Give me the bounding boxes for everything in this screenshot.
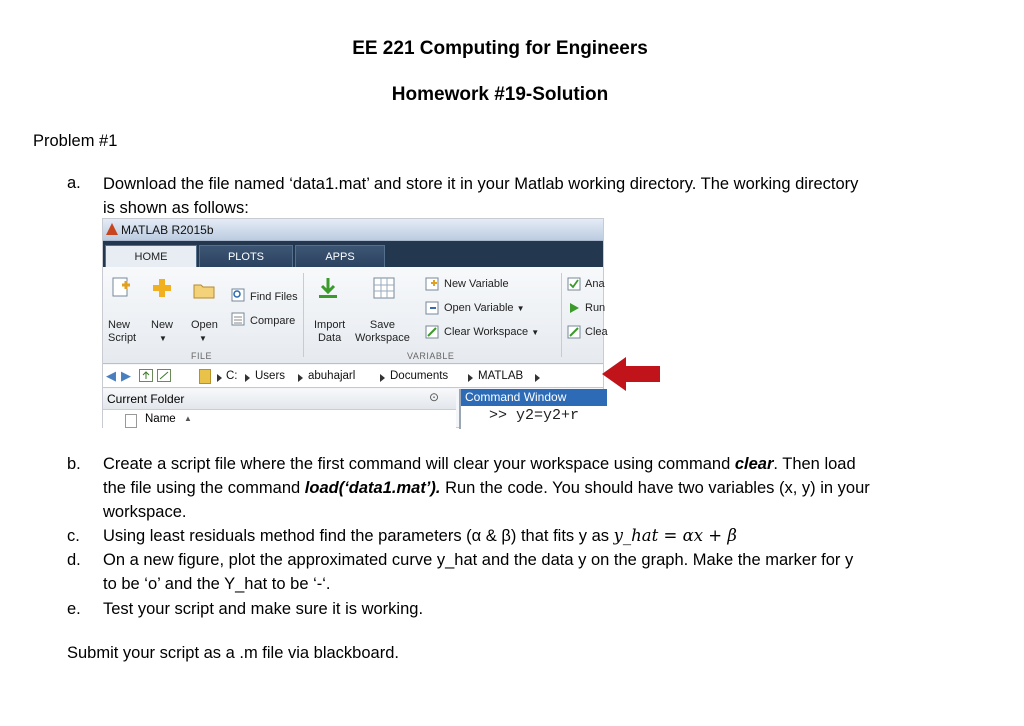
file-section-label: FILE [191, 351, 213, 361]
sort-ascending-icon: ▲ [184, 414, 192, 423]
run-icon [567, 301, 581, 315]
item-b-text: Create a script file where the first command will clear your workspace using command clear. Then load the file using the command load(‘data1.mat’). Run the code. You should have two variables (x, y) in your workspace. [103, 455, 870, 521]
item-d-text: On a new figure, plot the approximated curve y_hat and the data y on the graph. Make the marker for y to be ‘o’ and the Y_hat to be ‘-‘. [103, 551, 854, 593]
clear-commands-button[interactable]: Clea [585, 326, 608, 338]
forward-arrow-icon[interactable]: ▶ [121, 368, 131, 383]
item-d-label: d. [67, 551, 81, 569]
file-icon [125, 414, 137, 428]
matlab-titlebar [103, 219, 603, 241]
new-script-icon [111, 277, 131, 299]
arrow-shape [602, 357, 660, 391]
analyze-icon [567, 277, 581, 291]
current-folder-title: Current Folder [107, 392, 185, 406]
path-separator-icon [298, 374, 303, 382]
current-folder-panel [103, 389, 456, 429]
item-a-text: Download the file named ‘data1.mat’ and store it in your Matlab working directory. The working directory is shown as follows: [103, 175, 859, 217]
tab-plots[interactable]: PLOTS [199, 245, 293, 267]
path-segment[interactable]: Documents [390, 370, 449, 382]
import-data-icon [317, 277, 339, 299]
new-variable-button[interactable]: New Variable [444, 278, 509, 290]
item-c-text: Using least residuals method find the parameters (α & β) that fits y as y_hat = αx + β [103, 526, 737, 545]
item-e-label: e. [67, 600, 81, 618]
course-title: EE 221 Computing for Engineers [352, 38, 648, 59]
matlab-screenshot [102, 218, 608, 428]
path-separator-icon [245, 374, 250, 382]
file-column-header[interactable] [103, 410, 456, 429]
new-button[interactable]: New ▼ [151, 319, 174, 343]
clear-workspace-button[interactable]: Clear Workspace ▼ [444, 326, 540, 338]
find-files-button[interactable]: Find Files [250, 291, 298, 303]
problem-heading: Problem #1 [33, 132, 118, 150]
new-variable-icon [425, 277, 439, 291]
browse-folder-icon[interactable] [157, 369, 171, 382]
matlab-ribbon [103, 267, 608, 364]
tab-home[interactable]: HOME [105, 245, 197, 267]
analyze-button[interactable]: Ana [585, 278, 605, 290]
compare-icon [231, 312, 245, 326]
run-button[interactable]: Run [585, 302, 606, 314]
up-folder-icon[interactable] [139, 369, 153, 382]
chevron-down-icon: ▼ [199, 334, 207, 343]
command-window-panel[interactable] [459, 389, 607, 429]
back-arrow-icon[interactable]: ◀ [106, 368, 116, 383]
item-c-label: c. [67, 527, 80, 545]
ribbon-divider [303, 273, 304, 357]
matlab-tabbar [103, 241, 603, 267]
current-folder-header [103, 389, 456, 410]
chevron-down-icon: ▼ [531, 328, 540, 337]
open-variable-button[interactable]: Open Variable ▼ [444, 302, 525, 314]
item-e-text: Test your script and make sure it is working. [103, 600, 424, 618]
path-bar[interactable] [103, 365, 603, 388]
path-segment[interactable]: MATLAB [478, 370, 524, 382]
new-plus-icon [151, 277, 173, 299]
command-window-header: Command Window [461, 389, 607, 406]
path-segment[interactable]: C: [226, 370, 238, 382]
clear-commands-icon [567, 325, 581, 339]
matlab-logo-icon [106, 223, 118, 235]
chevron-down-icon: ▼ [159, 334, 167, 343]
chevron-down-icon: ▼ [516, 304, 525, 313]
path-separator-icon [380, 374, 385, 382]
homework-title: Homework #19-Solution [391, 84, 609, 105]
matlab-window-title: MATLAB R2015b [121, 223, 214, 237]
compare-button[interactable]: Compare [250, 315, 296, 327]
red-arrow-icon [602, 356, 660, 392]
item-a-label: a. [67, 174, 81, 192]
clear-workspace-icon [425, 325, 439, 339]
path-separator-icon [217, 374, 222, 382]
path-separator-icon [468, 374, 473, 382]
name-column-label[interactable]: Name [145, 413, 176, 425]
command-line[interactable]: >> y2=y2+r [489, 407, 580, 424]
import-data-button[interactable]: Import Data [314, 319, 346, 344]
folder-icon [199, 369, 211, 384]
save-workspace-button[interactable]: Save Workspace [355, 319, 410, 344]
submit-note: Submit your script as a .m file via blackboard. [67, 644, 399, 662]
ribbon-divider [561, 273, 562, 357]
save-workspace-icon [373, 277, 395, 299]
new-script-button[interactable]: New Script [108, 319, 137, 344]
open-folder-icon [193, 281, 215, 299]
panel-menu-icon[interactable]: ⊙ [429, 390, 440, 404]
path-separator-icon [535, 374, 540, 382]
path-segment[interactable]: Users [255, 370, 286, 382]
variable-section-label: VARIABLE [407, 351, 455, 361]
find-files-icon [231, 288, 245, 302]
open-variable-icon [425, 301, 439, 315]
tab-apps[interactable]: APPS [295, 245, 385, 267]
item-b-label: b. [67, 455, 81, 473]
open-button[interactable]: Open ▼ [191, 319, 218, 343]
model-equation: y_hat = αx + β [613, 526, 737, 545]
path-segment[interactable]: abuhajarl [308, 370, 356, 382]
